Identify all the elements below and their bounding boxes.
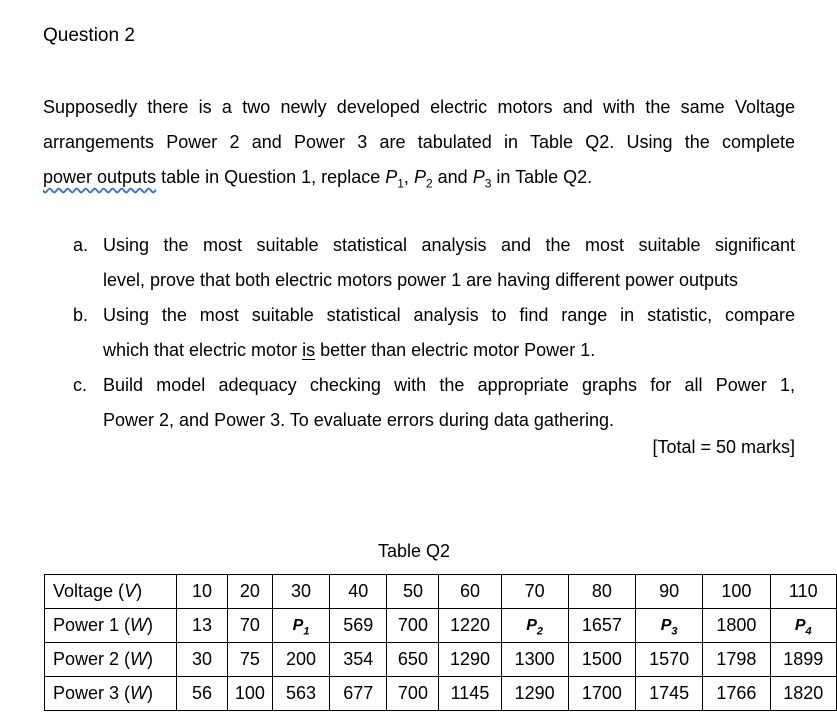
placeholder-symbol: P [660, 616, 672, 634]
table-cell: 10 [177, 575, 228, 609]
table-cell: 650 [387, 643, 439, 677]
table-cell: 56 [177, 677, 228, 711]
placeholder-subscript: 1 [303, 625, 310, 638]
table-cell: 1766 [703, 677, 770, 711]
paragraph-line: arrangements Power 2 and Power 3 are tabulated in Table Q2. Using the complete [43, 132, 795, 152]
table-cell: 13 [177, 609, 228, 643]
table-cell: 1899 [770, 643, 837, 677]
table-cell: 1700 [568, 677, 635, 711]
row-header [45, 643, 177, 677]
intro-paragraph [43, 90, 795, 195]
list-item-line: Build model adequacy checking with the appropriate graphs for all Power 1, [103, 375, 795, 395]
table-cell: 677 [330, 677, 387, 711]
table-cell [501, 609, 568, 643]
paragraph-line: Supposedly there is a two newly developed electric motors and with the same Voltage [43, 97, 795, 117]
paragraph-text: and [432, 167, 473, 187]
table-cell: 40 [330, 575, 387, 609]
placeholder-subscript: 4 [805, 625, 812, 638]
table-cell: 700 [387, 609, 439, 643]
underlined-word: is [302, 340, 316, 360]
table-caption: Table Q2 [378, 541, 451, 561]
table-cell: 200 [272, 643, 329, 677]
placeholder-subscript: 3 [671, 625, 678, 638]
table-cell [272, 609, 329, 643]
list-item-b [73, 298, 795, 368]
row-header-text: Voltage ( [53, 581, 125, 601]
spellcheck-underlined-text[interactable]: power outputs [43, 167, 157, 187]
table-cell: 1570 [636, 643, 703, 677]
row-header-unit: W [130, 615, 148, 635]
table-cell: 1500 [568, 643, 635, 677]
table-cell: 70 [227, 609, 272, 643]
list-item-line: Using the most suitable statistical analysis to find range in statistic, compare [103, 305, 795, 325]
placeholder-subscript: 2 [536, 625, 544, 638]
table-cell [770, 609, 837, 643]
p1-symbol: P [385, 167, 398, 187]
table-cell: 110 [770, 575, 837, 609]
table-cell: 100 [227, 677, 272, 711]
table-cell: 1657 [568, 609, 635, 643]
table-row [45, 643, 837, 677]
p2-symbol: P [413, 167, 426, 187]
list-item-line: Using the most suitable statistical analysis and the most suitable significant [103, 235, 795, 255]
table-cell: 30 [272, 575, 329, 609]
list-item-line [103, 333, 795, 368]
paragraph-text: table in Question 1, replace [156, 167, 386, 187]
task-list [73, 228, 795, 438]
table-row [45, 575, 837, 609]
p3-symbol: P [472, 167, 485, 187]
table-cell: 20 [227, 575, 272, 609]
p1-subscript: 1 [397, 176, 404, 191]
total-marks: [Total = 50 marks] [652, 437, 795, 457]
table-cell: 30 [177, 643, 228, 677]
list-marker: a. [73, 235, 89, 255]
table-cell: 700 [387, 677, 439, 711]
row-header-text: ) [147, 649, 154, 669]
paragraph-line [43, 160, 795, 195]
table-cell: 90 [636, 575, 703, 609]
row-header-text: Power 2 ( [53, 649, 131, 669]
data-table [44, 574, 837, 711]
table-row [45, 609, 837, 643]
paragraph-text: , [403, 167, 414, 187]
row-header-text: Power 3 ( [53, 683, 131, 703]
list-item-text: which that electric motor [103, 340, 303, 360]
table-cell: 1290 [439, 643, 501, 677]
table-cell: 1798 [703, 643, 770, 677]
table-cell: 60 [439, 575, 501, 609]
table-cell: 354 [330, 643, 387, 677]
question-heading: Question 2 [43, 25, 135, 46]
table-cell: 1800 [703, 609, 770, 643]
row-header-unit: V [124, 581, 137, 601]
list-item-line: level, prove that both electric motors power 1 are having different power outputs [103, 270, 739, 290]
table-cell: 1745 [636, 677, 703, 711]
row-header-text: ) [147, 615, 154, 635]
table-cell: 1820 [770, 677, 837, 711]
list-item-line: Power 2, and Power 3. To evaluate errors during data gathering. [103, 410, 614, 430]
table-cell: 569 [330, 609, 387, 643]
placeholder-symbol: P [526, 616, 537, 634]
row-header-unit: W [130, 649, 148, 669]
table-cell: 70 [501, 575, 568, 609]
table-cell: 50 [387, 575, 439, 609]
table-row [45, 677, 837, 711]
table-cell: 1300 [501, 643, 568, 677]
list-marker: b. [73, 305, 89, 325]
table-cell: 563 [272, 677, 329, 711]
placeholder-symbol: P [292, 616, 304, 634]
list-item-c [73, 368, 795, 438]
list-item-text: better than electric motor Power 1. [315, 340, 596, 360]
row-header-unit: W [130, 683, 148, 703]
row-header [45, 677, 177, 711]
list-marker: c. [73, 375, 88, 395]
table-cell: 80 [568, 575, 635, 609]
row-header [45, 575, 177, 609]
p2-subscript: 2 [425, 176, 433, 191]
placeholder-symbol: P [794, 616, 806, 634]
row-header-text: ) [136, 581, 143, 601]
table-cell: 100 [703, 575, 770, 609]
row-header-text: Power 1 ( [53, 615, 131, 635]
table-cell: 1220 [439, 609, 501, 643]
table-cell: 1145 [439, 677, 501, 711]
table-cell: 75 [227, 643, 272, 677]
table-cell: 1290 [501, 677, 568, 711]
paragraph-text: in Table Q2. [491, 167, 593, 187]
p3-subscript: 3 [484, 176, 492, 191]
row-header-text: ) [147, 683, 154, 703]
list-item-a [73, 228, 795, 298]
row-header [45, 609, 177, 643]
table-cell [636, 609, 703, 643]
